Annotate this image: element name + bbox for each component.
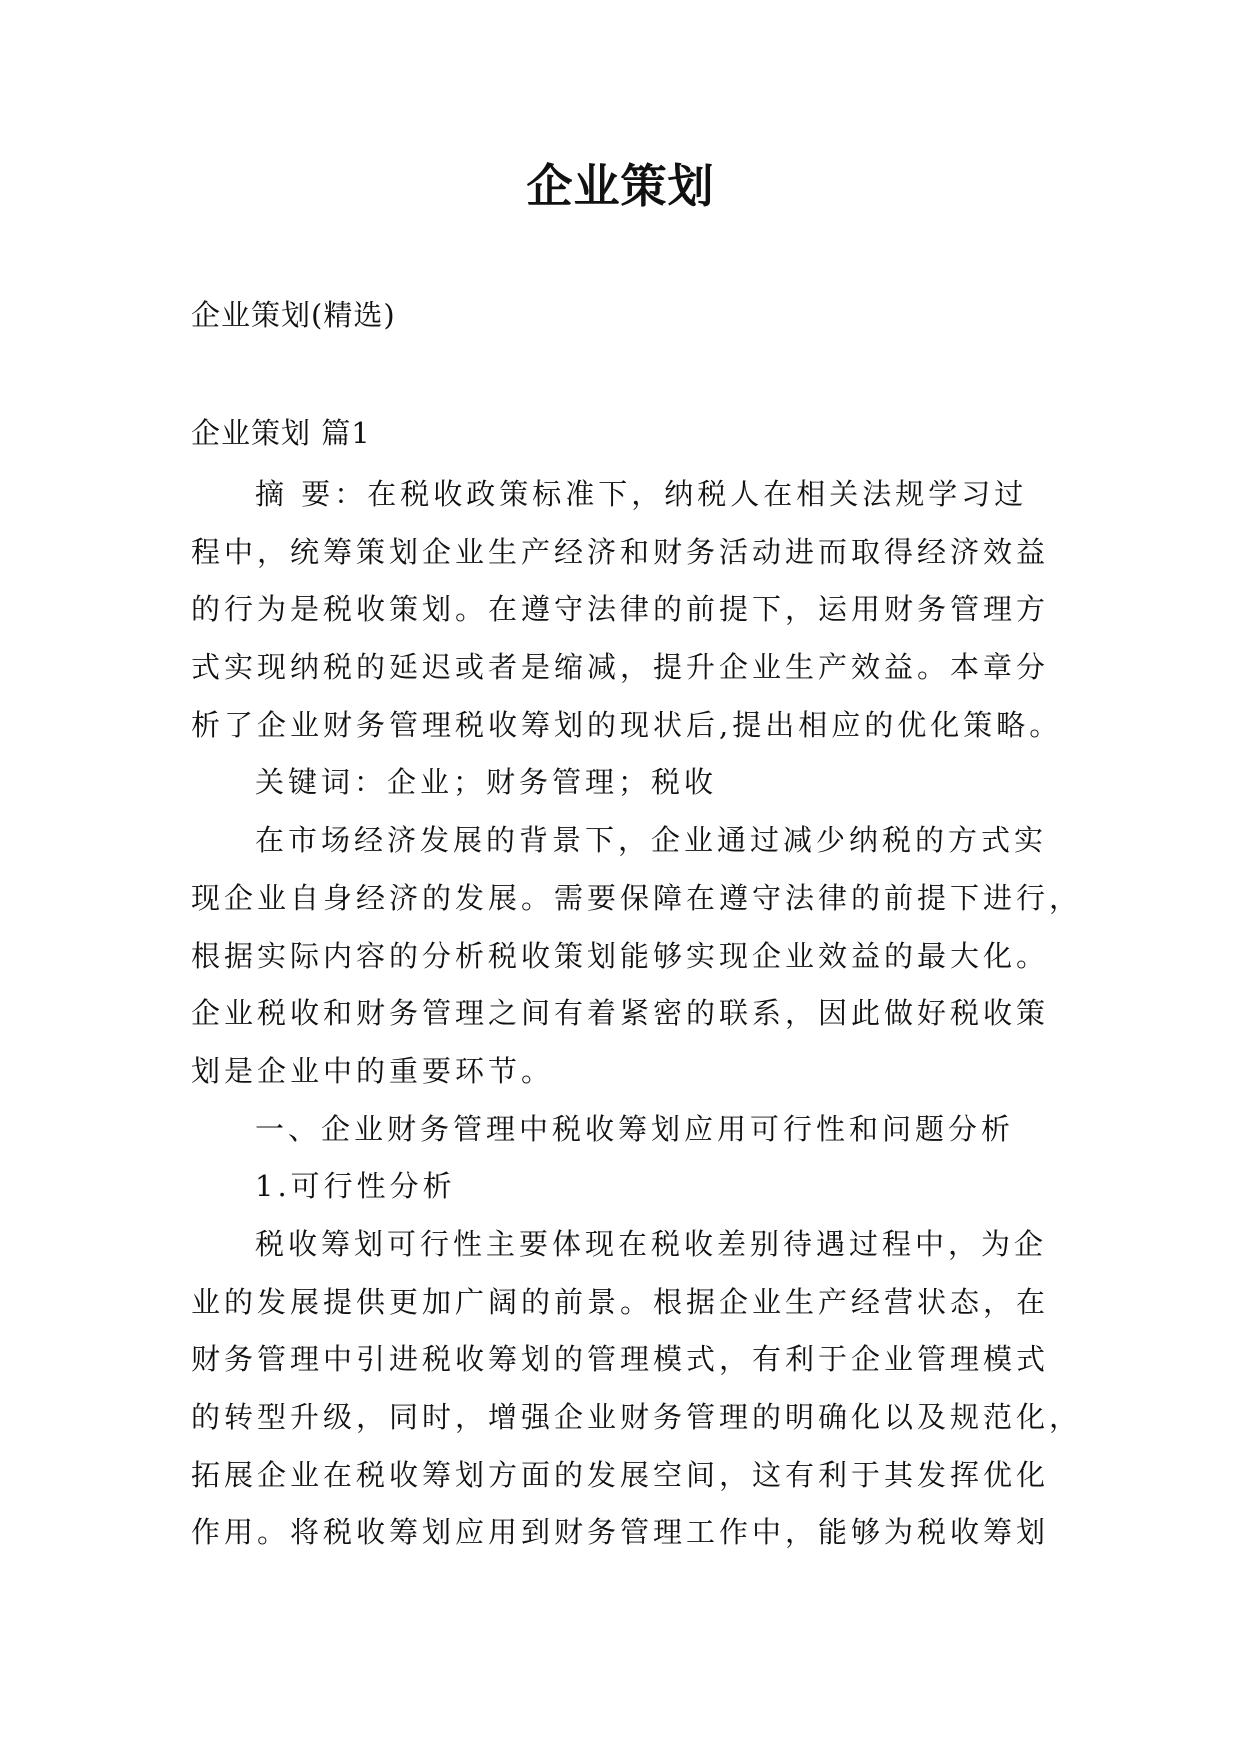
paragraph-line: 的行为是税收策划。在遵守法律的前提下，运用财务管理方 (191, 592, 1050, 627)
paragraph-line: 一、企业财务管理中税收筹划应用可行性和问题分析 (255, 1111, 1015, 1146)
document-subtitle: 企业策划(精选) (191, 298, 396, 332)
section-heading: 企业策划 篇1 (191, 416, 371, 450)
paragraph-line: 在市场经济发展的背景下，企业通过减少纳税的方式实 (255, 823, 1048, 858)
paragraph-line: 作用。将税收筹划应用到财务管理工作中，能够为税收筹划 (191, 1515, 1050, 1550)
paragraph-line: 的转型升级，同时，增强企业财务管理的明确化以及规范化， (191, 1400, 1083, 1434)
body-text (191, 466, 1083, 1562)
paragraph-line: 现企业自身经济的发展。需要保障在遵守法律的前提下进行， (191, 880, 1083, 915)
paragraph-line: 业的发展提供更加广阔的前景。根据企业生产经营状态，在 (191, 1284, 1050, 1319)
paragraph-line: 根据实际内容的分析税收策划能够实现企业效益的最大化。 (191, 938, 1050, 973)
paragraph-line: 程中，统筹策划企业生产经济和财务活动进而取得经济效益 (191, 534, 1050, 569)
paragraph-line: 式实现纳税的延迟或者是缩减，提升企业生产效益。本章分 (191, 650, 1050, 685)
paragraph-line: 税收筹划可行性主要体现在税收差别待遇过程中，为企 (255, 1226, 1048, 1261)
paragraph-line: 1.可行性分析 (255, 1169, 456, 1204)
paragraph-line: 划是企业中的重要环节。 (191, 1053, 555, 1088)
document-title: 企业策划 (526, 159, 715, 213)
paragraph-line: 析了企业财务管理税收筹划的现状后,提出相应的优化策略。 (191, 707, 1063, 742)
paragraph-line: 财务管理中引进税收筹划的管理模式，有利于企业管理模式 (191, 1342, 1050, 1377)
paragraph-line: 摘 要：在税收政策标准下，纳税人在相关法规学习过 (255, 477, 1028, 511)
paragraph-line: 关键词：企业；财务管理；税收 (255, 765, 718, 800)
paragraph-line: 拓展企业在税收筹划方面的发展空间，这有利于其发挥优化 (191, 1457, 1050, 1492)
paragraph-line: 企业税收和财务管理之间有着紧密的联系，因此做好税收策 (191, 996, 1050, 1031)
